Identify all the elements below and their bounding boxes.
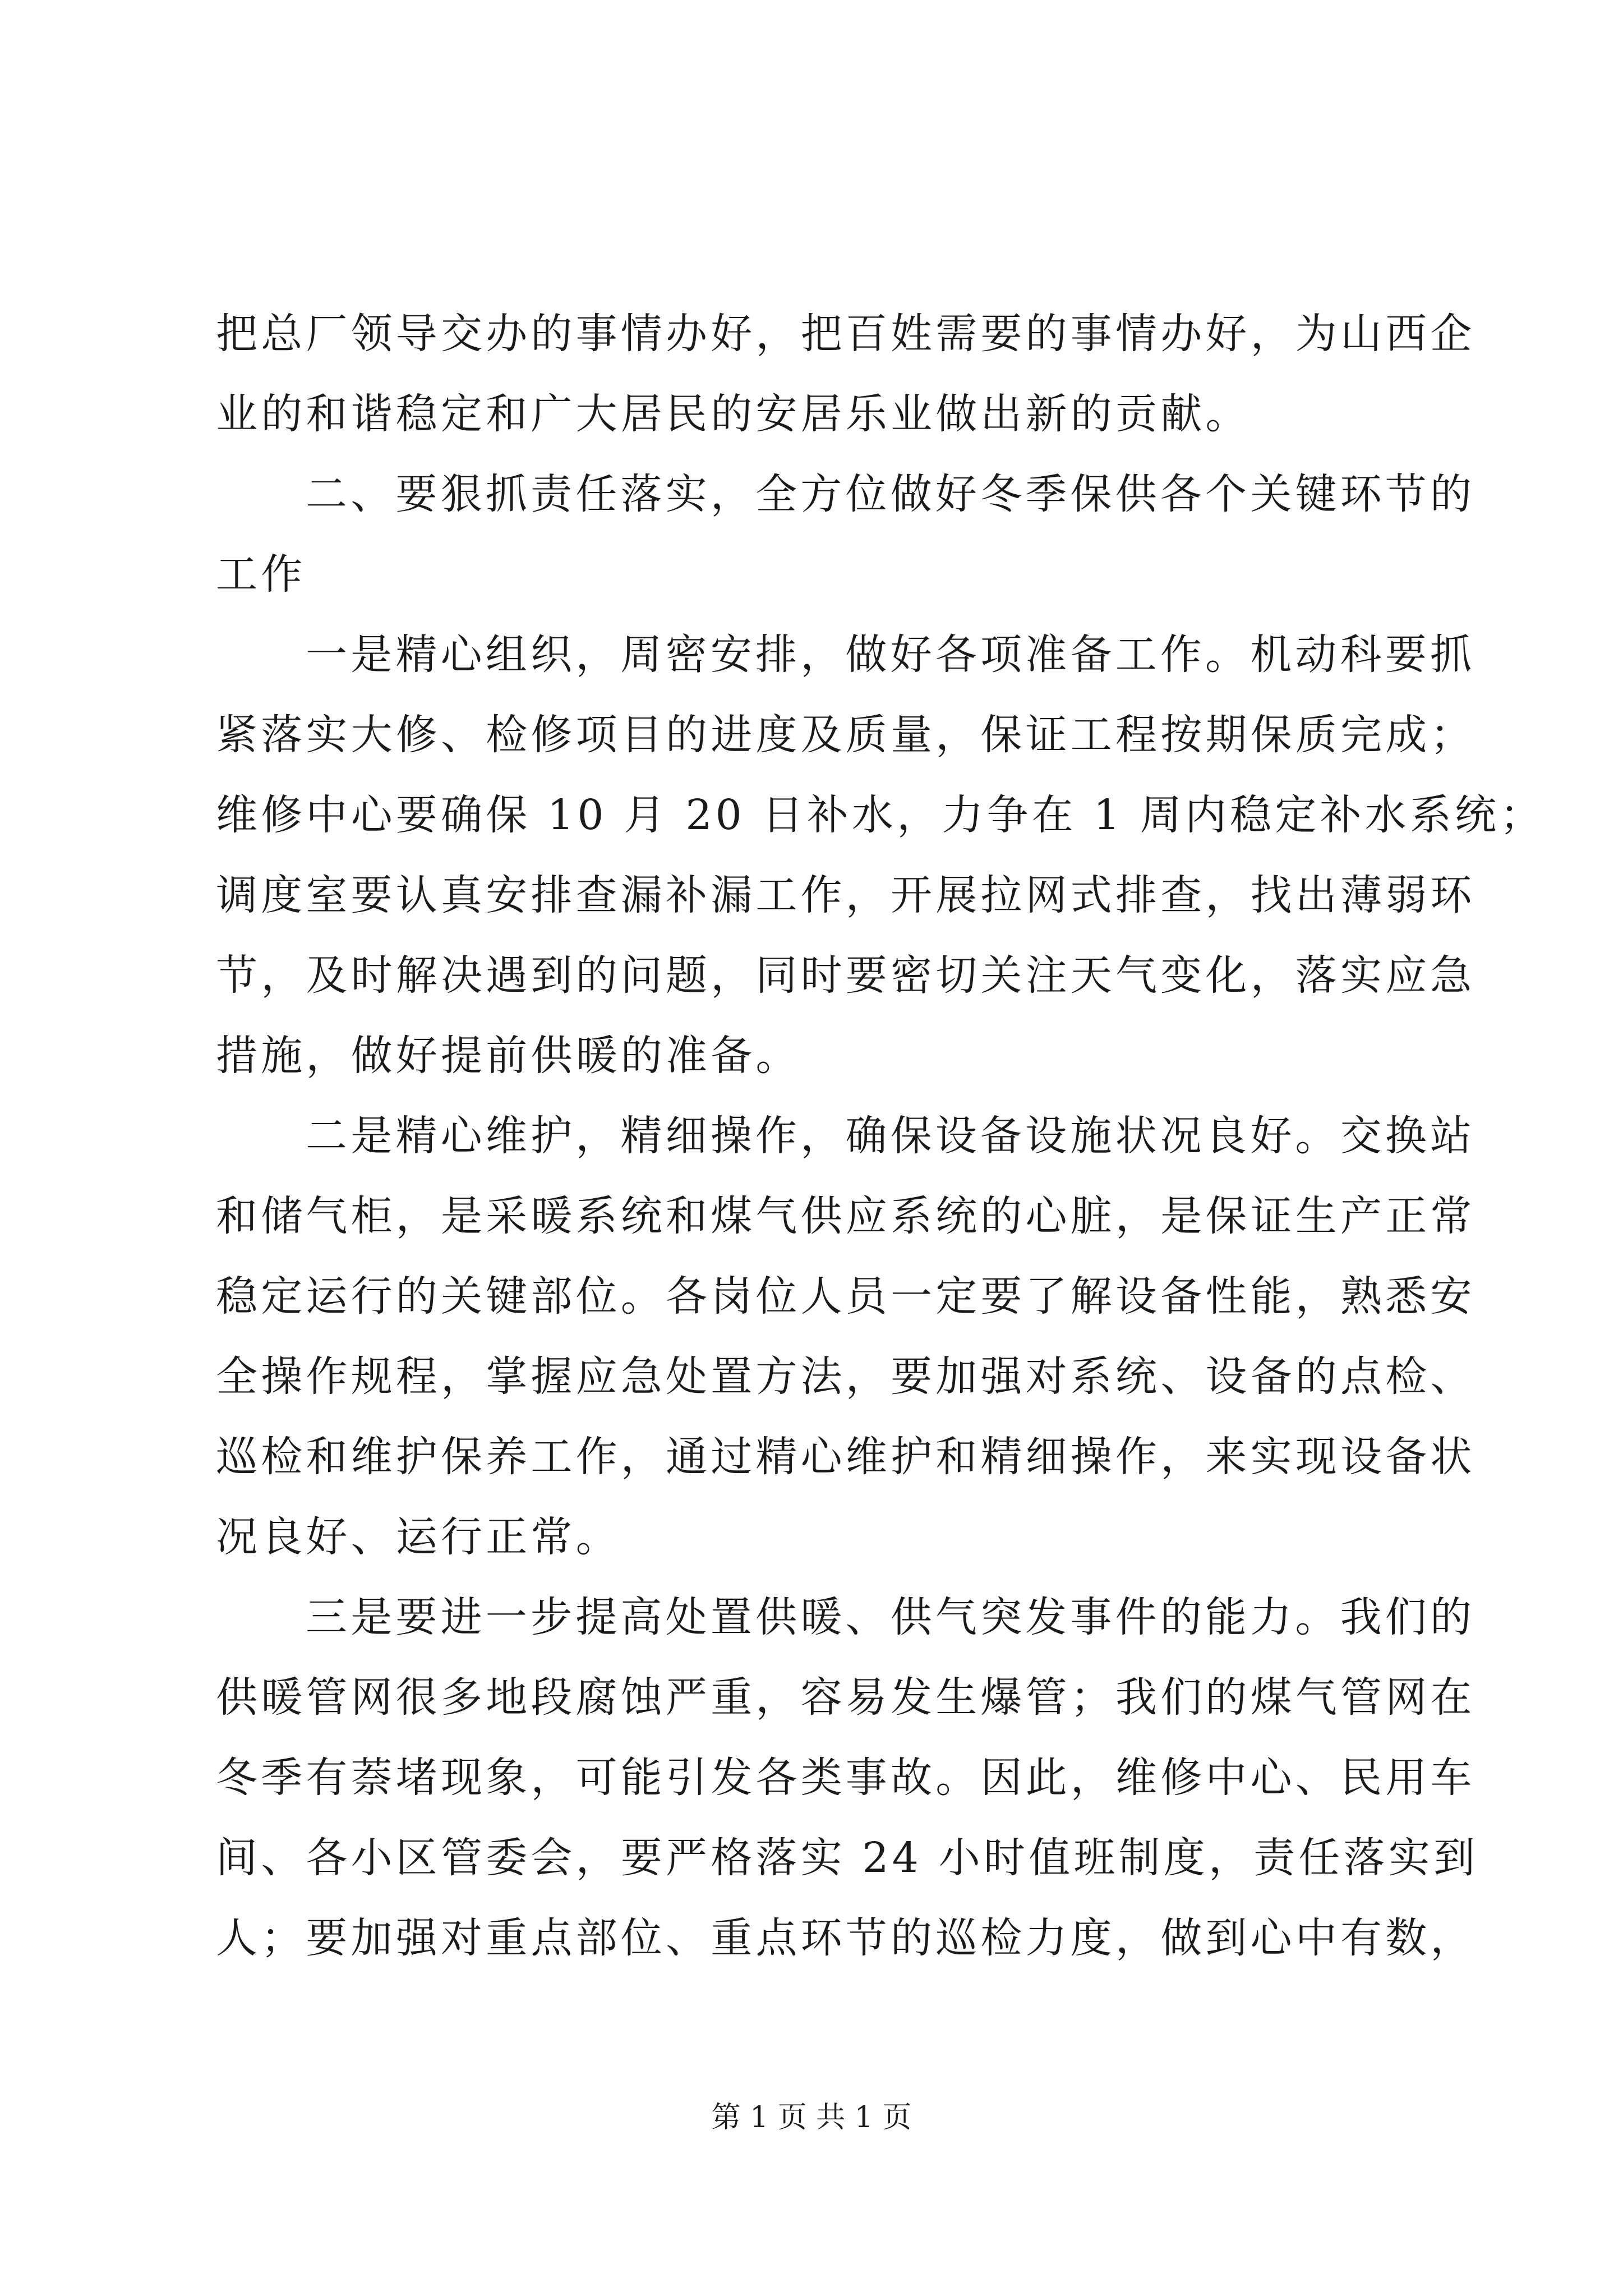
paragraph-3-line-4: 间、各小区管委会，要严格落实 24 小时值班制度，责任落实到 bbox=[216, 1834, 1479, 1882]
paragraph-2-line-1: 二是精心维护，精细操作，确保设备设施状况良好。交换站 bbox=[306, 1112, 1476, 1160]
paragraph-2-line-3: 稳定运行的关键部位。各岗位人员一定要了解设备性能，熟悉安 bbox=[216, 1272, 1476, 1320]
paragraph-2-line-2: 和储气柜，是采暖系统和煤气供应系统的心脏，是保证生产正常 bbox=[216, 1192, 1476, 1240]
paragraph-3-line-1: 三是要进一步提高处置供暖、供气突发事件的能力。我们的 bbox=[306, 1593, 1476, 1641]
page-footer bbox=[0, 2098, 1623, 2137]
paragraph-1-line-4: 调度室要认真安排查漏补漏工作，开展拉网式排查，找出薄弱环 bbox=[216, 871, 1476, 919]
paragraph-1-line-1: 一是精心组织，周密安排，做好各项准备工作。机动科要抓 bbox=[306, 631, 1476, 679]
paragraph-2-line-4: 全操作规程，掌握应急处置方法，要加强对系统、设备的点检、 bbox=[216, 1352, 1476, 1401]
paragraph-3-line-5: 人；要加强对重点部位、重点环节的巡检力度，做到心中有数， bbox=[216, 1914, 1476, 1962]
paragraph-3-line-2: 供暖管网很多地段腐蚀严重，容易发生爆管；我们的煤气管网在 bbox=[216, 1673, 1476, 1722]
text-line-1: 把总厂领导交办的事情办好，把百姓需要的事情办好，为山西企 bbox=[216, 310, 1476, 358]
section-heading-line-2: 工作 bbox=[216, 550, 306, 599]
paragraph-2-line-6: 况良好、运行正常。 bbox=[216, 1513, 621, 1561]
paragraph-1-line-2: 紧落实大修、检修项目的进度及质量，保证工程按期保质完成； bbox=[216, 711, 1476, 759]
text-line-2: 业的和谐稳定和广大居民的安居乐业做出新的贡献。 bbox=[216, 390, 1251, 438]
paragraph-1-line-3: 维修中心要确保 10 月 20 日补水，力争在 1 周内稳定补水系统； bbox=[216, 791, 1545, 839]
section-heading-line-1: 二、要狠抓责任落实，全方位做好冬季保供各个关键环节的 bbox=[306, 470, 1476, 518]
document-body bbox=[216, 294, 1545, 1978]
paragraph-3-line-3: 冬季有萘堵现象，可能引发各类事故。因此，维修中心、民用车 bbox=[216, 1754, 1476, 1802]
paragraph-2-line-5: 巡检和维护保养工作，通过精心维护和精细操作，来实现设备状 bbox=[216, 1433, 1476, 1481]
paragraph-1-line-6: 措施，做好提前供暖的准备。 bbox=[216, 1032, 801, 1080]
page-number-label: 第 1 页 共 1 页 bbox=[711, 2101, 912, 2134]
paragraph-1-line-5: 节，及时解决遇到的问题，同时要密切关注天气变化，落实应急 bbox=[216, 951, 1476, 1000]
